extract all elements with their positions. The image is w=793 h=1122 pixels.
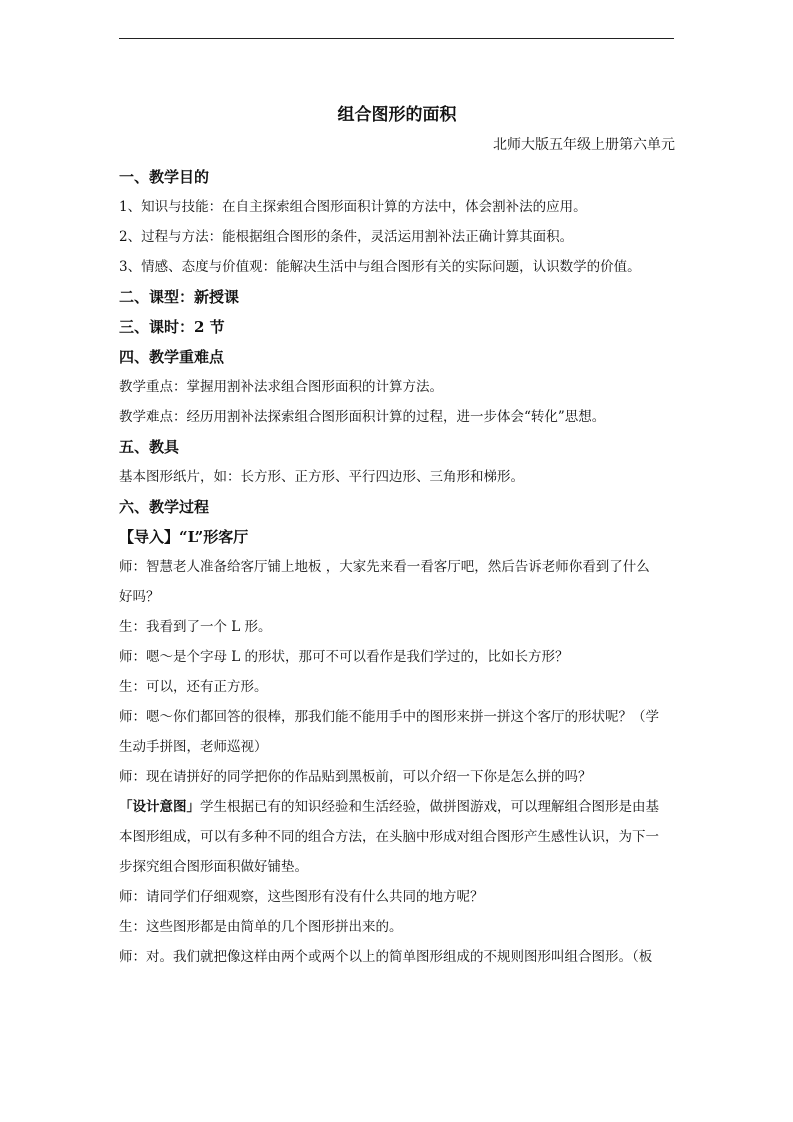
dialogue-line: 生：这些图形都是由简单的几个图形拼出来的。: [119, 919, 403, 935]
dialogue-line: 师：嗯～你们都回答的很棒，那我们能不能用手中的图形来拼一拼这个客厅的形状呢？（学: [119, 709, 659, 725]
objective-item: 3、情感、态度与价值观：能解决生活中与组合图形有关的实际问题，认识数学的价值。: [119, 259, 641, 275]
section-heading-lesson-type: 二、课型：新授课: [119, 288, 240, 306]
key-point-item: 教学重点：掌握用割补法求组合图形面积的计算方法。: [119, 379, 443, 395]
section-heading-teaching-aids: 五、教具: [119, 438, 180, 456]
dialogue-line: 好吗？: [119, 589, 160, 605]
objective-item: 2、过程与方法：能根据组合图形的条件，灵活运用割补法正确计算其面积。: [119, 229, 574, 245]
page-title: 组合图形的面积: [337, 105, 457, 125]
dialogue-line: 师：请同学们仔细观察，这些图形有没有什么共同的地方呢？: [119, 889, 484, 905]
dialogue-line: 师：智慧老人准备给客厅铺上地板 ，大家先来看一看客厅吧，然后告诉老师你看到了什么: [119, 559, 650, 575]
design-intent-label: 「设计意图」: [119, 799, 200, 815]
dialogue-line: 生：可以，还有正方形。: [119, 679, 268, 695]
design-intent-line: 学生根据已有的知识经验和生活经验，做拼图游戏，可以理解组合图形是由基: [200, 799, 659, 815]
design-intent-line: 本图形组成，可以有多种不同的组合方法，在头脑中形成对组合图形产生感性认识，为下一: [119, 829, 659, 845]
design-intent-paragraph: [119, 792, 675, 822]
page-subtitle: 北师大版五年级上册第六单元: [493, 137, 675, 153]
section-heading-periods: 三、课时：2 节: [119, 318, 225, 336]
subheading-introduction: 【导入】“L”形客厅: [119, 528, 249, 546]
objective-item: 1、知识与技能：在自主探索组合图形面积计算的方法中，体会割补法的应用。: [119, 199, 587, 215]
section-heading-process: 六、教学过程: [119, 498, 210, 516]
dialogue-line: 生动手拼图，老师巡视）: [119, 739, 268, 755]
dialogue-line: 师：对。我们就把像这样由两个或两个以上的简单图形组成的不规则图形叫组合图形。（板: [119, 949, 653, 965]
dialogue-line: 师：嗯～是个字母 L 的形状，那可不可以看作是我们学过的，比如长方形？: [119, 649, 569, 665]
section-heading-objectives: 一、教学目的: [119, 168, 210, 186]
design-intent-line: 步探究组合图形面积做好铺垫。: [119, 859, 308, 875]
teaching-aids-text: 基本图形纸片，如：长方形、正方形、平行四边形、三角形和梯形。: [119, 469, 524, 485]
document-body: [119, 100, 675, 972]
header-rule: [119, 38, 674, 39]
section-heading-key-points: 四、教学重难点: [119, 348, 225, 366]
key-point-item: 教学难点：经历用割补法探索组合图形面积计算的过程，进一步体会“转化”思想。: [119, 409, 606, 425]
dialogue-line: 生：我看到了一个 L 形。: [119, 619, 272, 635]
dialogue-line: 师：现在请拼好的同学把你的作品贴到黑板前，可以介绍一下你是怎么拼的吗？: [119, 769, 592, 785]
